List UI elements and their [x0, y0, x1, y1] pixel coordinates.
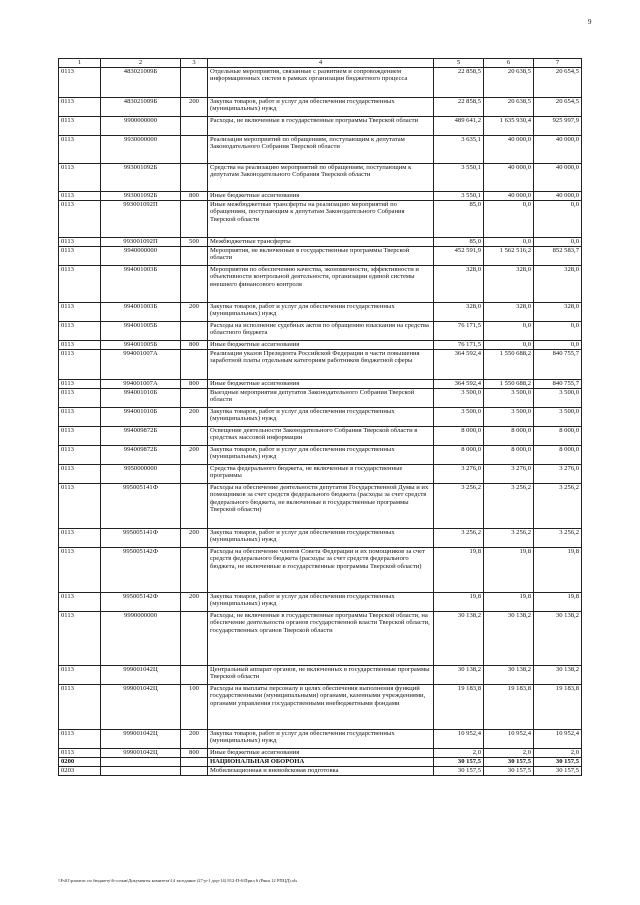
amount-year1-cell: 22 858,5 [434, 67, 484, 97]
amount-year3-cell: 8 000,0 [534, 445, 582, 464]
amount-year1-cell: 76 171,5 [434, 321, 484, 340]
item-name-cell: Иные бюджетные ассигнования [208, 191, 434, 200]
section-code-cell: 0113 [59, 547, 101, 592]
expense-type-cell: 100 [181, 684, 208, 729]
amount-year3-cell: 0,0 [534, 340, 582, 349]
table-row [59, 246, 582, 265]
target-article-cell: 999001042Ц [101, 729, 181, 748]
item-name-cell: Мероприятия, не включенные в государственные программы Тверской области [208, 246, 434, 265]
section-code-cell: 0200 [59, 757, 101, 766]
expense-type-cell [181, 163, 208, 191]
item-name-cell: Расходы на обеспечение членов Совета Федерации и их помощников за счет средств федерального бюджета (расходы за счет средств федерального бюджета, не включенные в государственные программы Тверской области) [208, 547, 434, 592]
target-article-cell [101, 757, 181, 766]
section-code-cell: 0113 [59, 135, 101, 163]
amount-year1-cell: 364 592,4 [434, 349, 484, 379]
expense-type-cell: 800 [181, 379, 208, 388]
amount-year1-cell: 3 500,0 [434, 407, 484, 426]
expense-type-cell [181, 135, 208, 163]
table-row [59, 97, 582, 116]
amount-year2-cell: 328,0 [484, 265, 534, 302]
section-code-cell: 0113 [59, 426, 101, 445]
amount-year3-cell: 2,0 [534, 748, 582, 757]
section-code-cell: 0113 [59, 464, 101, 483]
target-article-cell: 994001003Б [101, 302, 181, 321]
section-code-cell: 0113 [59, 665, 101, 684]
section-code-cell: 0113 [59, 445, 101, 464]
expense-type-cell [181, 200, 208, 237]
table-row [59, 200, 582, 237]
amount-year3-cell: 852 583,7 [534, 246, 582, 265]
item-name-cell: Мобилизационная и вневойсковая подготовка [208, 766, 434, 775]
amount-year3-cell: 840 755,7 [534, 379, 582, 388]
amount-year3-cell: 20 654,5 [534, 97, 582, 116]
expense-type-cell [181, 116, 208, 135]
column-header: 6 [484, 59, 534, 68]
expense-type-cell [181, 483, 208, 528]
table-row [59, 237, 582, 246]
table-row [59, 464, 582, 483]
amount-year2-cell: 1 550 688,2 [484, 349, 534, 379]
amount-year2-cell: 1 635 930,4 [484, 116, 534, 135]
expense-type-cell: 200 [181, 302, 208, 321]
amount-year3-cell: 3 256,2 [534, 528, 582, 547]
target-article-cell: 993001092П [101, 200, 181, 237]
amount-year1-cell: 2,0 [434, 748, 484, 757]
amount-year2-cell: 8 000,0 [484, 426, 534, 445]
target-article-cell: 999001042Ц [101, 748, 181, 757]
table-row [59, 349, 582, 379]
expense-type-cell [181, 426, 208, 445]
amount-year2-cell: 1 562 516,2 [484, 246, 534, 265]
amount-year1-cell: 328,0 [434, 265, 484, 302]
amount-year2-cell: 20 638,5 [484, 97, 534, 116]
item-name-cell: Центральный аппарат органов, не включенных в государственные программы Тверской области [208, 665, 434, 684]
page-number: 9 [588, 18, 592, 26]
table-body [59, 67, 582, 775]
amount-year3-cell: 925 997,9 [534, 116, 582, 135]
section-code-cell: 0113 [59, 97, 101, 116]
target-article-cell: 993001092Б [101, 163, 181, 191]
amount-year1-cell: 30 138,2 [434, 611, 484, 665]
item-name-cell: НАЦИОНАЛЬНАЯ ОБОРОНА [208, 757, 434, 766]
table-row [59, 340, 582, 349]
expense-type-cell [181, 611, 208, 665]
item-name-cell: Мероприятия по обеспечению качества, экономичности, эффективности и объективности контрольной деятельности, организации единой системы внешнего финансового контроля [208, 265, 434, 302]
amount-year1-cell: 3 256,2 [434, 483, 484, 528]
amount-year3-cell: 20 654,5 [534, 67, 582, 97]
target-article-cell: 9940000000 [101, 246, 181, 265]
table-row [59, 483, 582, 528]
target-article-cell: 9950000000 [101, 464, 181, 483]
expense-type-cell: 200 [181, 407, 208, 426]
target-article-cell: 994001005Б [101, 340, 181, 349]
amount-year3-cell: 10 952,4 [534, 729, 582, 748]
target-article-cell: 994009872Б [101, 445, 181, 464]
amount-year2-cell: 2,0 [484, 748, 534, 757]
expense-type-cell [181, 388, 208, 407]
expense-type-cell [181, 757, 208, 766]
target-article-cell: 9900000000 [101, 116, 181, 135]
item-name-cell: Расходы, не включенные в государственные программы Тверской области [208, 116, 434, 135]
amount-year3-cell: 328,0 [534, 302, 582, 321]
table-row [59, 388, 582, 407]
target-article-cell: 999001042Ц [101, 684, 181, 729]
amount-year2-cell: 8 000,0 [484, 445, 534, 464]
amount-year1-cell: 3 500,0 [434, 388, 484, 407]
table-row [59, 665, 582, 684]
expense-type-cell [181, 246, 208, 265]
item-name-cell: Закупка товаров, работ и услуг для обеспечения государственных (муниципальных) нужд [208, 407, 434, 426]
expense-type-cell: 200 [181, 729, 208, 748]
amount-year1-cell: 22 858,5 [434, 97, 484, 116]
amount-year3-cell: 30 157,5 [534, 757, 582, 766]
amount-year2-cell: 10 952,4 [484, 729, 534, 748]
table-row [59, 426, 582, 445]
amount-year2-cell: 20 638,5 [484, 67, 534, 97]
target-article-cell: 994001010Б [101, 388, 181, 407]
item-name-cell: Закупка товаров, работ и услуг для обеспечения государственных (муниципальных) нужд [208, 592, 434, 611]
table-row [59, 321, 582, 340]
amount-year1-cell: 30 157,5 [434, 766, 484, 775]
section-code-cell: 0113 [59, 237, 101, 246]
amount-year2-cell: 0,0 [484, 237, 534, 246]
amount-year2-cell: 40 000,0 [484, 163, 534, 191]
target-article-cell: 994001005Б [101, 321, 181, 340]
expense-type-cell: 800 [181, 191, 208, 200]
amount-year1-cell: 76 171,5 [434, 340, 484, 349]
section-code-cell: 0113 [59, 729, 101, 748]
amount-year3-cell: 19,8 [534, 592, 582, 611]
table-row [59, 766, 582, 775]
amount-year1-cell: 19,8 [434, 547, 484, 592]
target-article-cell: 483021009Б [101, 67, 181, 97]
section-code-cell: 0113 [59, 349, 101, 379]
table-row [59, 116, 582, 135]
section-code-cell: 0113 [59, 528, 101, 547]
item-name-cell: Средства на реализацию мероприятий по обращениям, поступающим к депутатам Законодательного Собрания Тверской области [208, 163, 434, 191]
section-code-cell: 0113 [59, 302, 101, 321]
item-name-cell: Закупка товаров, работ и услуг для обеспечения государственных (муниципальных) нужд [208, 528, 434, 547]
amount-year3-cell: 3 256,2 [534, 483, 582, 528]
table-row [59, 528, 582, 547]
target-article-cell: 993001092П [101, 237, 181, 246]
table-row [59, 611, 582, 665]
amount-year2-cell: 3 256,2 [484, 528, 534, 547]
section-code-cell: 0113 [59, 592, 101, 611]
amount-year1-cell: 3 550,1 [434, 163, 484, 191]
section-code-cell: 0113 [59, 116, 101, 135]
target-article-cell: 994001003Б [101, 265, 181, 302]
file-path-footer: \\Fs01\рзамтас по бюджету\6-созыв\Документы комитета\14 заседание (27-р-1 дор-14) 812-П-6\Прил 6 (Ряки 12 РПЦД).xls [58, 878, 298, 883]
expense-type-cell: 200 [181, 592, 208, 611]
amount-year3-cell: 30 157,5 [534, 766, 582, 775]
expense-type-cell: 200 [181, 528, 208, 547]
column-header: 3 [181, 59, 208, 68]
section-code-cell: 0113 [59, 388, 101, 407]
expense-type-cell [181, 321, 208, 340]
amount-year3-cell: 3 500,0 [534, 388, 582, 407]
amount-year3-cell: 0,0 [534, 237, 582, 246]
target-article-cell: 995005141Ф [101, 483, 181, 528]
target-article-cell: 483021009Б [101, 97, 181, 116]
section-code-cell: 0113 [59, 265, 101, 302]
amount-year3-cell: 40 000,0 [534, 163, 582, 191]
section-code-cell: 0113 [59, 748, 101, 757]
amount-year1-cell: 19 183,8 [434, 684, 484, 729]
item-name-cell: Иные бюджетные ассигнования [208, 379, 434, 388]
column-header: 4 [208, 59, 434, 68]
column-header: 1 [59, 59, 101, 68]
amount-year1-cell: 8 000,0 [434, 445, 484, 464]
amount-year2-cell: 1 550 688,2 [484, 379, 534, 388]
amount-year1-cell: 19,8 [434, 592, 484, 611]
table-row [59, 407, 582, 426]
item-name-cell: Расходы на выплаты персоналу в целях обеспечения выполнения функций государственными (муниципальными) органами, казенными учреждениями, органами управления государственными внебюджетными фондами [208, 684, 434, 729]
table-row [59, 748, 582, 757]
column-header: 2 [101, 59, 181, 68]
expense-type-cell [181, 766, 208, 775]
budget-table [58, 58, 582, 776]
amount-year1-cell: 10 952,4 [434, 729, 484, 748]
expense-type-cell: 500 [181, 237, 208, 246]
amount-year2-cell: 0,0 [484, 340, 534, 349]
section-code-cell: 0203 [59, 766, 101, 775]
item-name-cell: Межбюджетные трансферты [208, 237, 434, 246]
amount-year1-cell: 3 256,2 [434, 528, 484, 547]
section-code-cell: 0113 [59, 684, 101, 729]
amount-year3-cell: 30 138,2 [534, 665, 582, 684]
target-article-cell: 999001042Ц [101, 665, 181, 684]
amount-year3-cell: 40 000,0 [534, 135, 582, 163]
section-code-cell: 0113 [59, 483, 101, 528]
amount-year2-cell: 3 500,0 [484, 407, 534, 426]
amount-year3-cell: 40 000,0 [534, 191, 582, 200]
table-row [59, 191, 582, 200]
table-row [59, 729, 582, 748]
item-name-cell: Закупка товаров, работ и услуг для обеспечения государственных (муниципальных) нужд [208, 302, 434, 321]
target-article-cell: 995005141Ф [101, 528, 181, 547]
column-header: 7 [534, 59, 582, 68]
section-code-cell: 0113 [59, 200, 101, 237]
section-code-cell: 0113 [59, 321, 101, 340]
table-row [59, 67, 582, 97]
amount-year1-cell: 3 635,1 [434, 135, 484, 163]
amount-year2-cell: 30 138,2 [484, 665, 534, 684]
section-code-cell: 0113 [59, 407, 101, 426]
target-article-cell: 995005142Ф [101, 547, 181, 592]
expense-type-cell [181, 349, 208, 379]
amount-year3-cell: 328,0 [534, 265, 582, 302]
amount-year1-cell: 30 157,5 [434, 757, 484, 766]
amount-year1-cell: 3 276,0 [434, 464, 484, 483]
target-article-cell: 994009872Б [101, 426, 181, 445]
item-name-cell: Выездные мероприятия депутатов Законодательного Собрания Тверской области [208, 388, 434, 407]
amount-year2-cell: 3 256,2 [484, 483, 534, 528]
table-row [59, 684, 582, 729]
target-article-cell: 994001007А [101, 349, 181, 379]
target-article-cell: 9990000000 [101, 611, 181, 665]
table-row [59, 265, 582, 302]
table-row [59, 302, 582, 321]
amount-year2-cell: 40 000,0 [484, 135, 534, 163]
section-code-cell: 0113 [59, 246, 101, 265]
amount-year1-cell: 452 591,9 [434, 246, 484, 265]
expense-type-cell [181, 464, 208, 483]
amount-year2-cell: 40 000,0 [484, 191, 534, 200]
amount-year1-cell: 489 641,2 [434, 116, 484, 135]
expense-type-cell [181, 265, 208, 302]
expense-type-cell: 200 [181, 445, 208, 464]
expense-type-cell [181, 547, 208, 592]
item-name-cell: Реализация указов Президента Российской Федерации в части повышения заработной платы отдельным категориям работников бюджетной сферы [208, 349, 434, 379]
table-row [59, 379, 582, 388]
amount-year1-cell: 85,0 [434, 237, 484, 246]
item-name-cell: Отдельные мероприятия, связанные с развитием и сопровождением информационных систем в рамках организации бюджетного процесса [208, 67, 434, 97]
amount-year1-cell: 3 550,1 [434, 191, 484, 200]
column-header: 5 [434, 59, 484, 68]
item-name-cell: Иные бюджетные ассигнования [208, 748, 434, 757]
section-code-cell: 0113 [59, 163, 101, 191]
amount-year3-cell: 0,0 [534, 200, 582, 237]
amount-year1-cell: 8 000,0 [434, 426, 484, 445]
target-article-cell: 993001092Б [101, 191, 181, 200]
expense-type-cell [181, 67, 208, 97]
expense-type-cell [181, 665, 208, 684]
target-article-cell: 994001007А [101, 379, 181, 388]
amount-year2-cell: 3 500,0 [484, 388, 534, 407]
target-article-cell [101, 766, 181, 775]
amount-year2-cell: 328,0 [484, 302, 534, 321]
item-name-cell: Расходы, не включенные в государственные программы Тверской области, на обеспечение деятельности органов государственной власти Тверской области, государственных органов Тверской области [208, 611, 434, 665]
amount-year3-cell: 19,8 [534, 547, 582, 592]
item-name-cell: Расходы на обеспечение деятельности депутатов Государственной Думы и их помощников за счет средств федерального бюджета (расходы за счет средств федерального бюджета, не включенные в государственные программы Тверской области) [208, 483, 434, 528]
amount-year2-cell: 19 183,8 [484, 684, 534, 729]
item-name-cell: Освещение деятельности Законодательного Собрания Тверской области в средствах массовой информации [208, 426, 434, 445]
amount-year2-cell: 19,8 [484, 547, 534, 592]
item-name-cell: Расходы на исполнение судебных актов по обращению взыскания на средства областного бюджета [208, 321, 434, 340]
item-name-cell: Закупка товаров, работ и услуг для обеспечения государственных (муниципальных) нужд [208, 729, 434, 748]
table-row [59, 163, 582, 191]
column-number-row [59, 59, 582, 68]
expense-type-cell: 800 [181, 340, 208, 349]
amount-year2-cell: 30 157,5 [484, 757, 534, 766]
amount-year3-cell: 3 276,0 [534, 464, 582, 483]
item-name-cell: Закупка товаров, работ и услуг для обеспечения государственных (муниципальных) нужд [208, 97, 434, 116]
section-code-cell: 0113 [59, 67, 101, 97]
amount-year3-cell: 30 138,2 [534, 611, 582, 665]
expense-type-cell: 800 [181, 748, 208, 757]
item-name-cell: Иные бюджетные ассигнования [208, 340, 434, 349]
table-row [59, 757, 582, 766]
amount-year2-cell: 0,0 [484, 200, 534, 237]
item-name-cell: Закупка товаров, работ и услуг для обеспечения государственных (муниципальных) нужд [208, 445, 434, 464]
amount-year3-cell: 8 000,0 [534, 426, 582, 445]
amount-year2-cell: 0,0 [484, 321, 534, 340]
target-article-cell: 994001010Б [101, 407, 181, 426]
item-name-cell: Иные межбюджетные трансферты на реализацию мероприятий по обращениям, поступающим к депутатам Законодательного Собрания Тверской области [208, 200, 434, 237]
target-article-cell: 995005142Ф [101, 592, 181, 611]
section-code-cell: 0113 [59, 191, 101, 200]
table-row [59, 547, 582, 592]
amount-year1-cell: 328,0 [434, 302, 484, 321]
amount-year2-cell: 3 276,0 [484, 464, 534, 483]
item-name-cell: Реализация мероприятий по обращениям, поступающим к депутатам Законодательного Собрания Тверской области [208, 135, 434, 163]
amount-year2-cell: 19,8 [484, 592, 534, 611]
amount-year3-cell: 19 183,8 [534, 684, 582, 729]
amount-year1-cell: 364 592,4 [434, 379, 484, 388]
expense-type-cell: 200 [181, 97, 208, 116]
section-code-cell: 0113 [59, 379, 101, 388]
table-row [59, 592, 582, 611]
amount-year1-cell: 30 138,2 [434, 665, 484, 684]
amount-year2-cell: 30 157,5 [484, 766, 534, 775]
item-name-cell: Средства федерального бюджета, не включенные в государственные программы [208, 464, 434, 483]
amount-year3-cell: 0,0 [534, 321, 582, 340]
amount-year3-cell: 3 500,0 [534, 407, 582, 426]
section-code-cell: 0113 [59, 611, 101, 665]
amount-year2-cell: 30 138,2 [484, 611, 534, 665]
amount-year1-cell: 85,0 [434, 200, 484, 237]
table-row [59, 445, 582, 464]
section-code-cell: 0113 [59, 340, 101, 349]
table-row [59, 135, 582, 163]
amount-year3-cell: 840 755,7 [534, 349, 582, 379]
target-article-cell: 9930000000 [101, 135, 181, 163]
